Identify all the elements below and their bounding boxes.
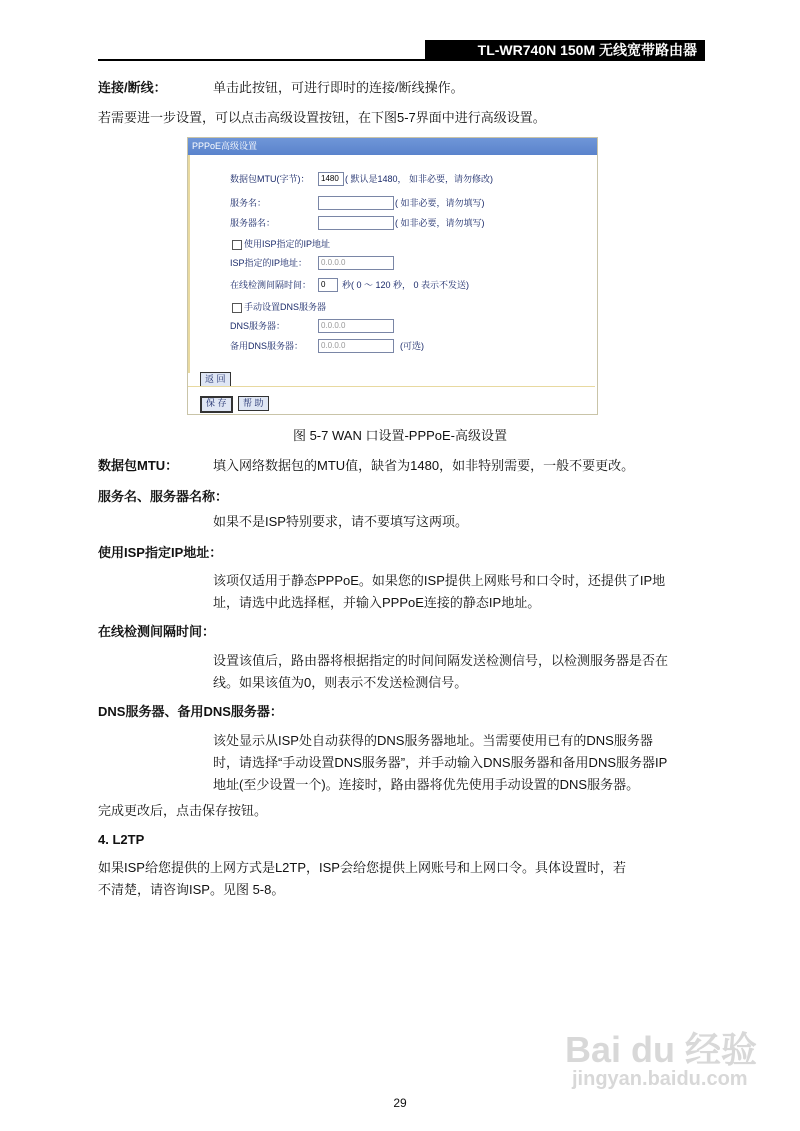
mtu-label: 数据包MTU(字节)： bbox=[230, 174, 310, 184]
desc-isp-2: 址，请选中此选择框，并输入PPPoE连接的静态IP地址。 bbox=[213, 595, 541, 610]
desc-dns-1: 该处显示从ISP处自动获得的DNS服务器地址。当需要使用已有的DNS服务器 bbox=[213, 733, 653, 748]
server-name-input[interactable] bbox=[318, 216, 394, 230]
desc-mtu: 填入网络数据包的MTU值，缺省为1480，如非特别需要，一般不要更改。 bbox=[213, 458, 635, 473]
service-name-input[interactable] bbox=[318, 196, 394, 210]
isp-ip-label: ISP指定的IP地址： bbox=[230, 258, 308, 268]
term-connect: 连接/断线： bbox=[98, 80, 167, 95]
manual-dns-label: 手动设置DNS服务器 bbox=[244, 302, 327, 312]
desc-interval-1: 设置该值后，路由器将根据指定的时间间隔发送检测信号，以检测服务器是否在 bbox=[213, 653, 669, 668]
desc-isp-1: 该项仅适用于静态PPPoE。如果您的ISP提供上网账号和口令时，还提供了IP地 bbox=[213, 573, 666, 588]
desc-dns-2: 时，请选择“手动设置DNS服务器”，并手动输入DNS服务器和备用DNS服务器IP bbox=[213, 755, 668, 770]
screenshot-title: PPPoE高级设置 bbox=[188, 138, 597, 155]
manual-dns-checkbox[interactable] bbox=[232, 300, 326, 314]
interval-label: 在线检测间隔时间： bbox=[230, 280, 312, 290]
desc-service: 如果不是ISP特别要求，请不要填写这两项。 bbox=[213, 514, 468, 529]
server-label: 服务器名： bbox=[230, 218, 276, 228]
service-hint: ( 如非必要，请勿填写) bbox=[395, 198, 485, 208]
interval-input[interactable]: 0 bbox=[318, 278, 338, 292]
term-mtu: 数据包MTU： bbox=[98, 458, 179, 473]
watermark-url: jingyan.baidu.com bbox=[572, 1068, 748, 1090]
help-button[interactable]: 帮 助 bbox=[238, 396, 269, 411]
back-button[interactable]: 返 回 bbox=[200, 372, 231, 387]
dns-label: DNS服务器： bbox=[230, 321, 286, 331]
figure-caption: 图 5-7 WAN 口设置-PPPoE-高级设置 bbox=[292, 428, 508, 443]
l2tp-line-1: 如果ISP给您提供的上网方式是L2TP，ISP会给您提供上网账号和上网口令。具体设置时，若 bbox=[98, 860, 626, 875]
dns2-hint: (可选) bbox=[400, 341, 424, 351]
watermark-logo: Bai du 经验 bbox=[565, 1029, 758, 1070]
isp-ip-input[interactable]: 0.0.0.0 bbox=[318, 256, 394, 270]
desc-interval-2: 线。如果该值为0，则表示不发送检测信号。 bbox=[213, 675, 468, 690]
dns2-label: 备用DNS服务器： bbox=[230, 341, 304, 351]
desc-connect: 单击此按钮，可进行即时的连接/断线操作。 bbox=[213, 80, 464, 95]
term-dns: DNS服务器、备用DNS服务器： bbox=[98, 704, 283, 719]
intro-line: 若需要进一步设置，可以点击高级设置按钮，在下图5-7界面中进行高级设置。 bbox=[98, 110, 546, 125]
mtu-hint: ( 默认是1480， 如非必要，请勿修改) bbox=[345, 174, 494, 184]
mtu-input[interactable]: 1480 bbox=[318, 172, 344, 186]
service-label: 服务名： bbox=[230, 198, 267, 208]
header-title: TL-WR740N 150M 无线宽带路由器 bbox=[425, 40, 705, 61]
page-number: 29 bbox=[393, 1096, 407, 1110]
term-isp-ip: 使用ISP指定IP地址： bbox=[98, 545, 223, 560]
done-line: 完成更改后，点击保存按钮。 bbox=[98, 803, 268, 818]
pppoe-advanced-screenshot bbox=[187, 137, 598, 415]
l2tp-line-2: 不清楚，请咨询ISP。见图 5-8。 bbox=[98, 882, 285, 897]
desc-dns-3: 地址(至少设置一个)。连接时，路由器将优先使用手动设置的DNS服务器。 bbox=[213, 777, 640, 792]
interval-hint: 秒( 0 ～ 120 秒， 0 表示不发送) bbox=[342, 280, 470, 290]
divider bbox=[188, 386, 595, 387]
dns-input[interactable]: 0.0.0.0 bbox=[318, 319, 394, 333]
checkbox-icon bbox=[232, 303, 242, 313]
save-button[interactable]: 保 存 bbox=[200, 396, 233, 413]
checkbox-icon bbox=[232, 240, 242, 250]
use-isp-ip-checkbox[interactable] bbox=[232, 237, 330, 251]
term-interval: 在线检测间隔时间： bbox=[98, 624, 216, 639]
term-service: 服务名、服务器名称： bbox=[98, 489, 229, 504]
settings-panel bbox=[188, 155, 597, 373]
server-hint: ( 如非必要，请勿填写) bbox=[395, 218, 485, 228]
use-isp-ip-label: 使用ISP指定的IP地址 bbox=[244, 239, 331, 249]
dns2-input[interactable]: 0.0.0.0 bbox=[318, 339, 394, 353]
l2tp-heading: 4. L2TP bbox=[98, 832, 145, 847]
